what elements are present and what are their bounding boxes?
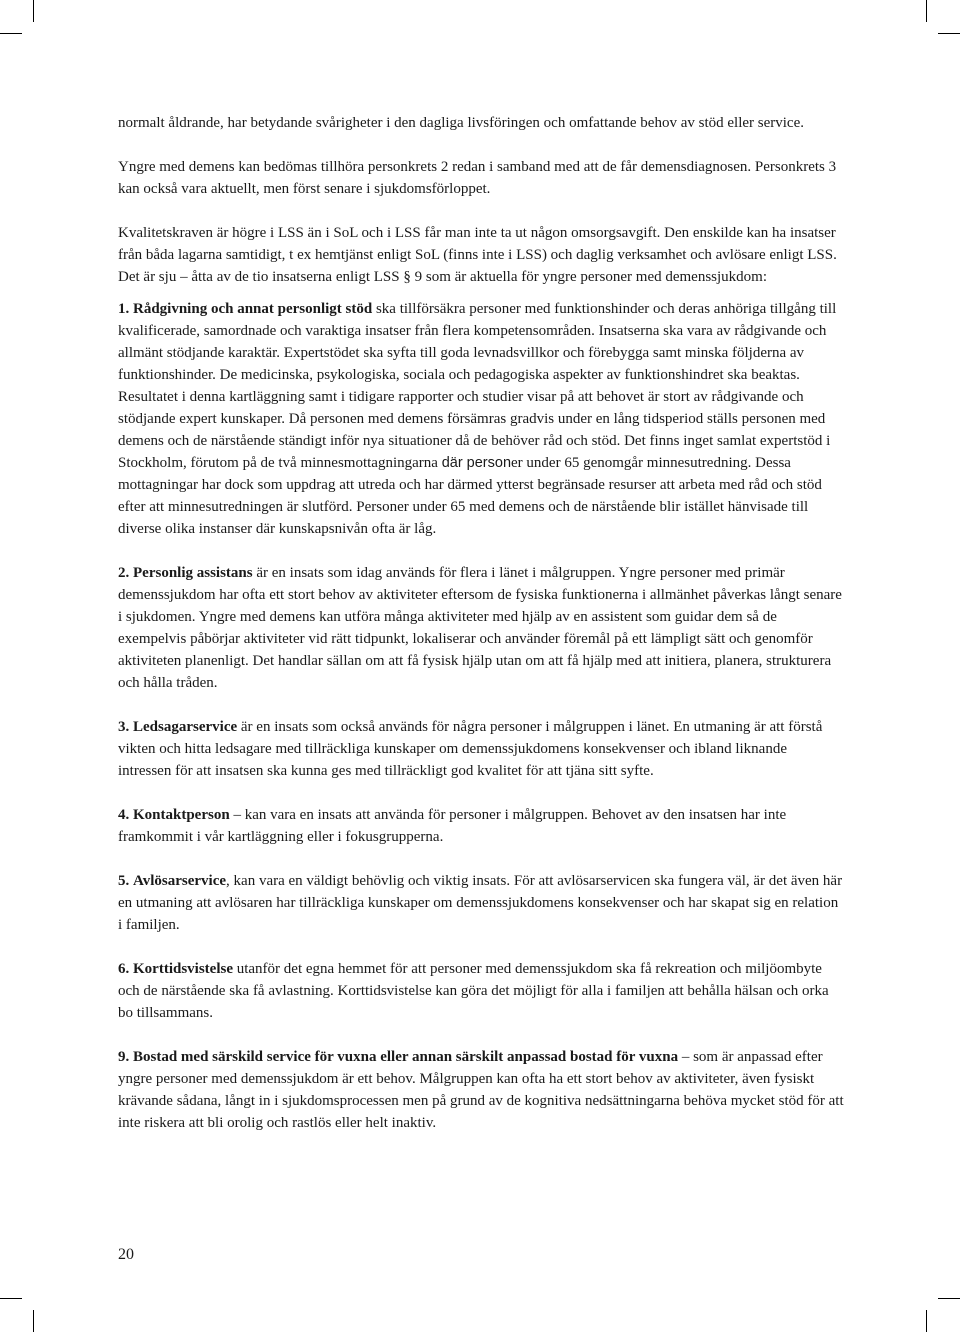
list-item <box>118 1046 844 1134</box>
list-item <box>118 298 844 540</box>
crop-mark <box>0 1298 22 1299</box>
list-item <box>118 562 844 694</box>
item-text: , kan vara en väldigt behövlig och viktig insats. För att avlösarservicen ska fungera väl, är det även här en utmaning att avlösaren har tillräckliga kunskaper om demenssjukdomens konsekvenser och har skapat sig en relation i familjen. <box>118 873 843 933</box>
crop-mark <box>33 1310 34 1332</box>
crop-mark <box>0 33 22 34</box>
paragraph-personkrets: Yngre med demens kan bedömas tillhöra personkrets 2 redan i samband med att de får demensdiagnosen. Personkrets 3 kan också vara aktuellt, men först senare i sjukdomsförloppet. <box>118 159 837 197</box>
item-text-sans: där person <box>441 455 512 471</box>
page-number: 20 <box>118 1246 134 1263</box>
document-body <box>118 112 844 1156</box>
crop-mark <box>926 1310 927 1332</box>
crop-mark <box>33 0 34 22</box>
item-number: 1. <box>118 301 130 317</box>
item-text: er under 65 genomgår minnesutredning. Dessa mottagningar har dock som uppdrag att utreda och har därmed ytterst begränsade resurser att arbeta med råd och stöd efter att minnesutredningen är slutförd. Personer under 65 med demens och de närstående blir istället hänvisade till diverse olika instanser där kunskapsnivån ofta är låg. <box>118 455 822 537</box>
item-text: utanför det egna hemmet för att personer med demenssjukdom ska få rekreation och miljöombyte och de närstående ska få avlastning. Korttidsvistelse kan göra det möjligt för alla i familjen att behålla hälsan och orka bo tillsammans. <box>118 961 829 1021</box>
crop-mark <box>926 0 927 22</box>
crop-mark <box>938 1298 960 1299</box>
item-number: 4. <box>118 807 130 823</box>
item-title: Korttidsvistelse <box>133 961 233 977</box>
item-number: 5. <box>118 873 130 889</box>
item-title: Ledsagarservice <box>133 719 238 735</box>
item-text: ska tillförsäkra personer med funktionshinder och deras anhöriga tillgång till kvalificerade, samordnade och varaktiga insatser från flera kompetensområden. Insatserna ska vara av rådgivande och allmänt stödjande karaktär. Expertstödet ska syfta till goda levnadsvillkor och förebygga samt minska följderna av funktionshinder. De medicinska, psykologiska, sociala och pedagogiska aspekter av funktionshindret ska beaktas. Resultatet i denna kartläggning samt i tidigare rapporter och studier visar på att behovet är stort av rådgivande och stödjande expert kunskaper. Då personen med demens försämras gradvis under en lång tidsperiod ställs personen med demens och de närstående ständigt inför nya situationer då de behöver råd och stöd. Det finns inget samlat expertstöd i Stockholm, förutom på de två minnesmottagningarna <box>118 301 837 471</box>
item-number: 9. <box>118 1049 130 1065</box>
item-title: Kontaktperson <box>133 807 230 823</box>
item-text: är en insats som också används för några personer i målgruppen i länet. En utmaning är att förstå vikten och hitta ledsagare med tillräckliga kunskaper om demenssjukdomens konsekvenser och ibland liknande intressen för att insatsen ska kunna ges med tillräckligt god kvalitet för att tjäna sitt syfte. <box>118 719 823 779</box>
list-item <box>118 870 844 936</box>
crop-mark <box>938 33 960 34</box>
paragraph-kvalitetskrav: Kvalitetskraven är högre i LSS än i SoL och i LSS får man inte ta ut någon omsorgsavgift. Den enskilde kan ha insatser från båda lagarna samtidigt, t ex hemtjänst enligt SoL (finns inte i LSS) och daglig verksamhet och avlösare enligt LSS. Det är sju – åtta av de tio insatserna enligt LSS § 9 som är aktuella för yngre personer med demenssjukdom: <box>118 225 837 285</box>
item-number: 6. <box>118 961 130 977</box>
list-item <box>118 804 844 848</box>
list-item <box>118 716 844 782</box>
item-title: Bostad med särskild service för vuxna eller annan särskilt anpassad bostad för vuxna <box>133 1049 679 1065</box>
item-title: Avlösarservice <box>133 873 227 889</box>
item-number: 2. <box>118 565 130 581</box>
list-item <box>118 958 844 1024</box>
item-text: – som är anpassad efter yngre personer med demenssjukdom är ett behov. Målgruppen kan ofta ha ett stort behov av aktiviteter, även fysiskt krävande sådana, långt in i sjukdomsprocessen men på grund av de kognitiva nedsättningarna behöva mycket stöd för att inte riskera att bli orolig och rastlös eller helt inaktiv. <box>118 1049 844 1131</box>
item-title: Personlig assistans <box>133 565 253 581</box>
paragraph-intro: normalt åldrande, har betydande svårigheter i den dagliga livsföringen och omfattande behov av stöd eller service. <box>118 115 805 131</box>
item-number: 3. <box>118 719 130 735</box>
item-title: Rådgivning och annat personligt stöd <box>133 301 373 317</box>
item-text: – kan vara en insats att använda för personer i målgruppen. Behovet av den insatsen har inte framkommit i vår kartläggning eller i fokusgrupperna. <box>118 807 787 845</box>
item-text: är en insats som idag används för flera i länet i målgruppen. Yngre personer med primär demenssjukdom har ofta ett stort behov av aktiviteter eftersom de fysiska funktionerna i allmänhet påverkas långt senare i sjukdomen. Yngre med demens kan utföra många aktiviteter med hjälp av en assistent som guidar dem så de exempelvis påbörjar aktiviteter vid rätt tidpunkt, lokaliserar och använder föremål på ett lämpligt sätt och genomför aktiviteten planenligt. Det handlar sällan om att få fysisk hjälp utan om att få hjälp med att initiera, planera, strukturera och hålla tråden. <box>118 565 842 691</box>
